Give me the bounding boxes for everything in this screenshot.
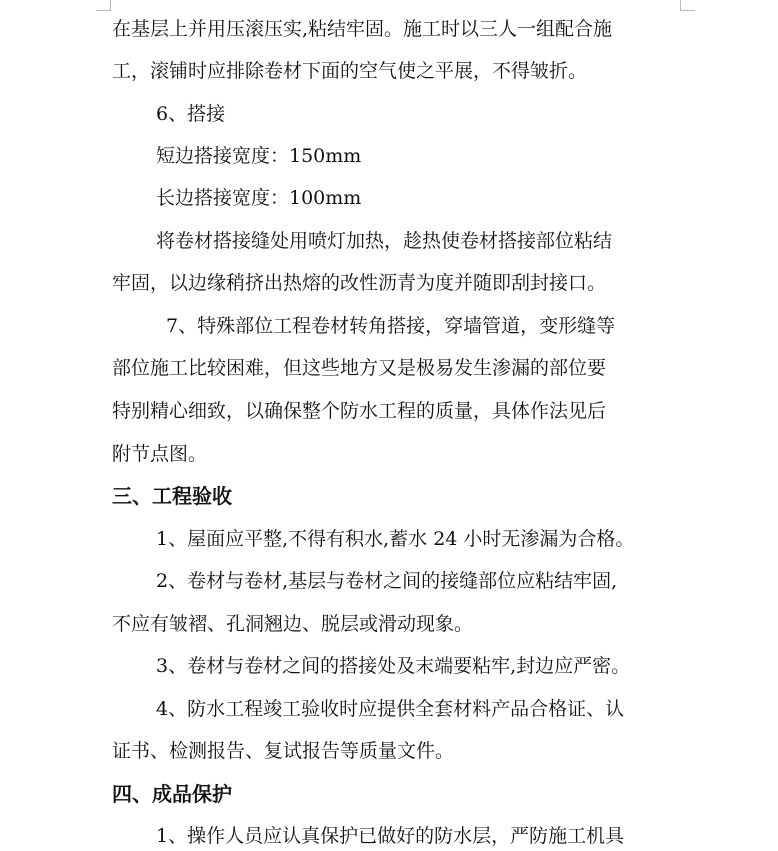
- paragraph-line: 牢固，以边缘稍挤出热熔的改性沥青为度并随即刮封接口。: [112, 272, 607, 294]
- page-corner-mark-left: [96, 0, 111, 11]
- paragraph-line: 1、屋面应平整,不得有积水,蓄水 24 小时无渗漏为合格。: [156, 528, 635, 550]
- paragraph-line: 部位施工比较困难，但这些地方又是极易发生渗漏的部位要: [112, 357, 607, 379]
- paragraph-line: 1、操作人员应认真保护已做好的防水层，严防施工机具: [156, 825, 625, 847]
- paragraph-line: 3、卷材与卷材之间的搭接处及末端要粘牢,封边应严密。: [156, 655, 631, 677]
- paragraph-line: 长边搭接宽度：100mm: [156, 187, 362, 209]
- paragraph-line: 附节点图。: [112, 443, 208, 465]
- paragraph-line: 2、卷材与卷材,基层与卷材之间的接缝部位应粘结牢固,: [156, 570, 618, 592]
- section-heading: 四、成品保护: [112, 782, 232, 806]
- paragraph-line: 7、特殊部位工程卷材转角搭接，穿墙管道，变形缝等: [166, 315, 616, 337]
- paragraph-line: 特别精心细致，以确保整个防水工程的质量，具体作法见后: [112, 400, 607, 422]
- paragraph-line: 工，滚铺时应排除卷材下面的空气使之平展，不得皱折。: [112, 60, 588, 82]
- paragraph-line: 4、防水工程竣工验收时应提供全套材料产品合格证、认: [156, 698, 625, 720]
- paragraph-line: 将卷材搭接缝处用喷灯加热，趁热使卷材搭接部位粘结: [156, 230, 613, 252]
- section-heading: 三、工程验收: [112, 484, 232, 508]
- subsection-title: 6、搭接: [156, 103, 226, 125]
- paragraph-line: 短边搭接宽度：150mm: [156, 145, 362, 167]
- paragraph-line: 在基层上并用压滚压实,粘结牢固。施工时以三人一组配合施: [112, 18, 613, 40]
- paragraph-line: 不应有皱褶、孔洞翘边、脱层或滑动现象。: [112, 613, 474, 635]
- page-corner-mark-right: [680, 0, 695, 11]
- paragraph-line: 证书、检测报告、复试报告等质量文件。: [112, 740, 455, 762]
